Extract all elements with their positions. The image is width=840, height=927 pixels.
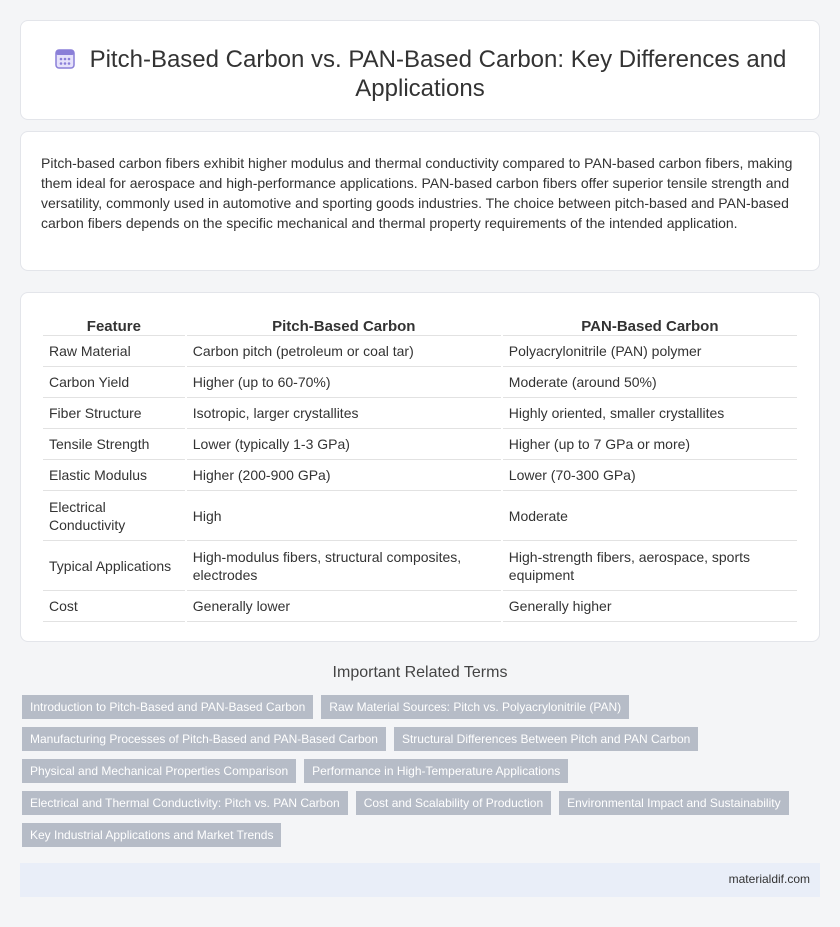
comparison-table [41,315,799,622]
table-grid-icon [54,48,76,70]
table-cell: High-modulus fibers, structural composites, electrodes [187,541,501,591]
table-cell: Fiber Structure [43,398,185,429]
related-term-tag[interactable]: Environmental Impact and Sustainability [559,791,788,815]
table-cell: Generally higher [503,591,797,622]
table-cell: High [187,491,501,541]
header-card [20,20,820,120]
table-cell: Raw Material [43,336,185,367]
table-cell: Polyacrylonitrile (PAN) polymer [503,336,797,367]
related-term-tag[interactable]: Key Industrial Applications and Market Trends [22,823,281,847]
table-row [43,429,797,460]
related-term-tag[interactable]: Manufacturing Processes of Pitch-Based and PAN-Based Carbon [22,727,386,751]
table-header-row [43,315,797,336]
related-terms-heading: Important Related Terms [332,664,508,681]
table-cell: Lower (typically 1-3 GPa) [187,429,501,460]
header-pan: PAN-Based Carbon [503,315,797,336]
page-title-wrap [21,45,819,103]
table-cell: High-strength fibers, aerospace, sports equipment [503,541,797,591]
table-cell: Higher (up to 60-70%) [187,367,501,398]
table-cell: Carbon Yield [43,367,185,398]
table-cell: Higher (200-900 GPa) [187,460,501,491]
header-feature: Feature [43,315,185,336]
table-cell: Lower (70-300 GPa) [503,460,797,491]
page-title: Pitch-Based Carbon vs. PAN-Based Carbon: Key Differences and Applications [89,46,787,102]
related-term-tag[interactable]: Raw Material Sources: Pitch vs. Polyacrylonitrile (PAN) [321,695,629,719]
table-row [43,336,797,367]
table-cell: Highly oriented, smaller crystallites [503,398,797,429]
related-term-tag[interactable]: Physical and Mechanical Properties Comparison [22,759,296,783]
footer [20,863,820,897]
summary-text: Pitch-based carbon fibers exhibit higher modulus and thermal conductivity compared to PAN-based carbon fibers, making them ideal for aerospace and high-performance applications. PAN-based carbon fibers offer superior tensile strength and versatility, commonly used in automotive and sporting goods industries. The choice between pitch-based and PAN-based carbon fibers depends on the specific mechanical and thermal property requirements of the intended application. [41,155,793,231]
related-term-tag[interactable]: Performance in High-Temperature Applications [304,759,568,783]
table-cell: Cost [43,591,185,622]
table-cell: Tensile Strength [43,429,185,460]
table-cell: Carbon pitch (petroleum or coal tar) [187,336,501,367]
table-cell: Electrical Conductivity [43,491,185,541]
related-term-tag[interactable]: Cost and Scalability of Production [356,791,551,815]
table-row [43,491,797,541]
table-row [43,367,797,398]
footer-site-link[interactable]: materialdif.com [728,872,810,886]
table-cell: Higher (up to 7 GPa or more) [503,429,797,460]
table-row [43,541,797,591]
related-term-tag[interactable]: Introduction to Pitch-Based and PAN-Based Carbon [22,695,313,719]
table-cell: Moderate [503,491,797,541]
table-cell: Generally lower [187,591,501,622]
comparison-table-card [20,292,820,642]
header-pitch: Pitch-Based Carbon [187,315,501,336]
related-terms-list [22,695,812,847]
table-row [43,591,797,622]
table-row [43,460,797,491]
table-row [43,398,797,429]
related-term-tag[interactable]: Structural Differences Between Pitch and PAN Carbon [394,727,698,751]
table-cell: Typical Applications [43,541,185,591]
table-cell: Moderate (around 50%) [503,367,797,398]
table-cell: Isotropic, larger crystallites [187,398,501,429]
summary-card [20,131,820,271]
related-term-tag[interactable]: Electrical and Thermal Conductivity: Pitch vs. PAN Carbon [22,791,348,815]
table-cell: Elastic Modulus [43,460,185,491]
